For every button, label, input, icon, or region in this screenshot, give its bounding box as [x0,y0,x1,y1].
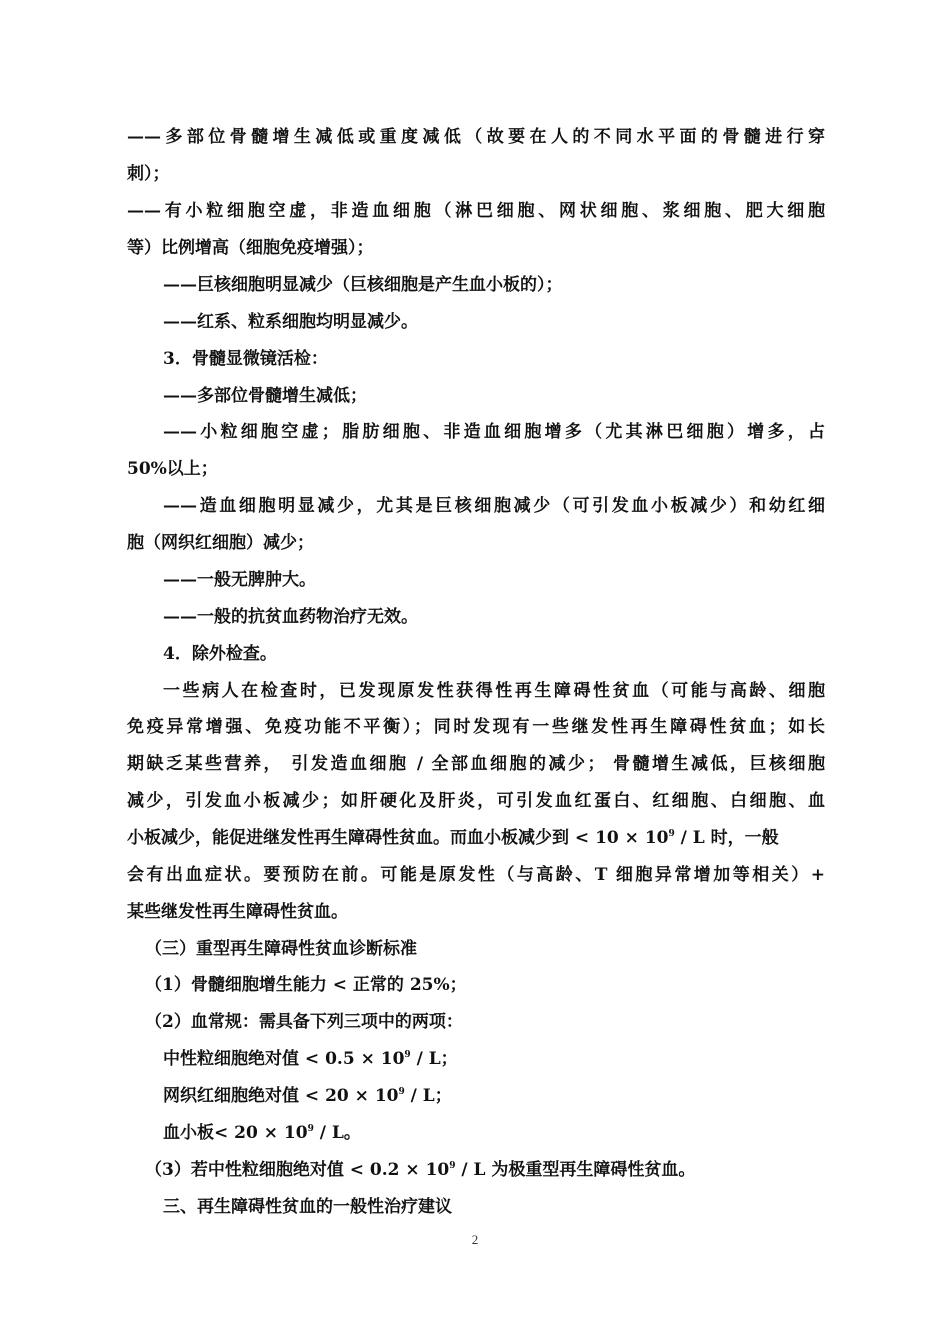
text-segment: 中性粒细胞绝对值 < 0.5 × 10 [163,1049,405,1069]
text-line: ——一般的抗贫血药物治疗无效。 [163,607,418,627]
text-line: 减少，引发血小板减少；如肝硬化及肝炎，可引发血红蛋白、红细胞、白细胞、血 [127,791,825,811]
text-line: 免疫异常增强、免疫功能不平衡）；同时发现有一些继发性再生障碍性贫血；如长 [127,717,825,737]
text-line: ——小粒细胞空虚；脂肪细胞、非造血细胞增多（尤其淋巴细胞）增多，占 [163,422,825,442]
text-line: 一些病人在检查时，已发现原发性获得性再生障碍性贫血（可能与高龄、细胞 [163,681,825,701]
text-line: 期缺乏某些营养， 引发造血细胞 / 全部血细胞的减少； 骨髓增生减低，巨核细胞 [127,754,825,774]
text-line [163,1048,458,1070]
text-line: ——造血细胞明显减少，尤其是巨核细胞减少（可引发血小板减少）和幼红细 [163,496,825,516]
text-segment: 网织红细胞绝对值 < 20 × 10 [163,1086,399,1106]
text-segment: 血小板< 20 × 10 [163,1123,308,1143]
text-line: ——多部位骨髓增生减低或重度减低（故要在人的不同水平面的骨髓进行穿 [127,127,825,147]
superscript: 9 [307,1124,314,1134]
text-line: ——一般无脾肿大。 [163,570,316,590]
text-line [127,827,779,849]
superscript: 9 [404,1050,411,1060]
section-heading: （三）重型再生障碍性贫血诊断标准 [145,939,417,959]
text-line: 等）比例增高（细胞免疫增强）； [127,238,374,258]
text-line: （2）血常规：需具备下列三项中的两项： [145,1012,463,1032]
text-segment: / L； [410,1049,458,1069]
text-segment: / L 为极重型再生障碍性贫血。 [455,1160,696,1180]
section-heading: 三、再生障碍性贫血的一般性治疗建议 [163,1197,452,1217]
text-line: 50%以上； [127,459,218,479]
text-segment: （3）若中性粒细胞绝对值 < 0.2 × 10 [145,1160,450,1180]
text-line: ——巨核细胞明显减少（巨核细胞是产生血小板的）； [163,275,563,295]
text-line: 会有出血症状。要预防在前。可能是原发性（与高龄、T 细胞异常增加等相关）+ [127,865,825,885]
text-line: 刺）； [127,164,170,184]
text-segment: / L。 [313,1123,361,1143]
section-heading: 4．除外检查。 [163,644,277,664]
superscript: 9 [668,829,675,839]
text-line: ——有小粒细胞空虚，非造血细胞（淋巴细胞、网状细胞、浆细胞、肥大细胞 [127,201,825,221]
text-line: 胞（网织红细胞）减少； [127,533,314,553]
superscript: 9 [449,1161,456,1171]
text-line: ——多部位骨髓增生减低； [163,386,367,406]
text-segment: 小板减少，能促进继发性再生障碍性贫血。而血小板减少到 < 10 × 10 [127,828,669,848]
page-number: 2 [471,1232,479,1247]
text-segment: / L； [404,1086,452,1106]
text-segment: / L 时，一般 [674,828,779,848]
text-line: （1）骨髓细胞增生能力 < 正常的 25%； [145,975,467,995]
text-line: 某些继发性再生障碍性贫血。 [127,902,348,922]
text-line [163,1085,452,1107]
text-line: ——红系、粒系细胞均明显减少。 [163,312,418,332]
section-heading: 3．骨髓显微镜活检： [163,349,328,369]
text-line [145,1159,695,1181]
superscript: 9 [398,1087,405,1097]
text-line [163,1122,361,1144]
